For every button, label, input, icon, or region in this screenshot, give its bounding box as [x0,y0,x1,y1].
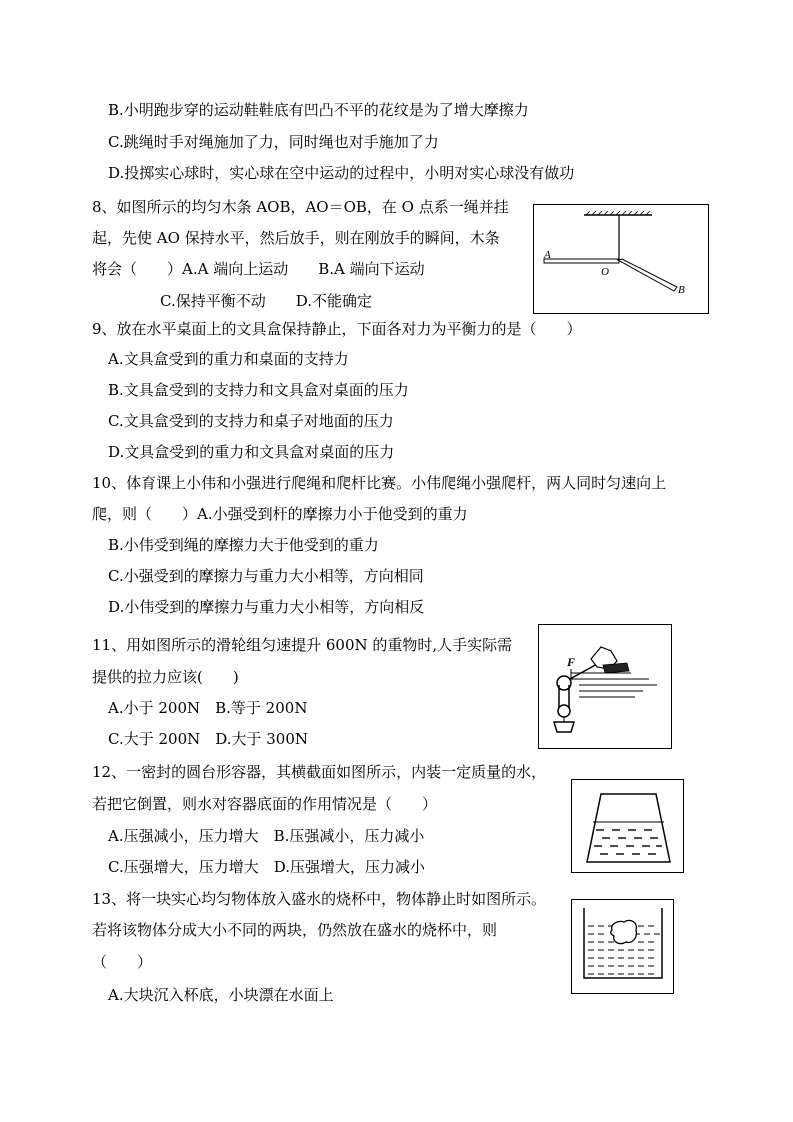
q7-option-c: C.跳绳时手对绳施加了力，同时绳也对手施加了力 [108,133,439,151]
support-stack [571,669,657,697]
stick-ao [544,259,619,263]
frustum-outline [587,794,670,862]
label-o: O [601,266,609,278]
q12-options-cd: C.压强增大，压力增大 D.压强增大，压力减小 [108,858,425,876]
q9-option-d: D.文具盒受到的重力和文具盒对桌面的压力 [108,443,395,461]
movable-pulley [558,705,570,717]
beaker-diagram [572,900,675,995]
lever-diagram [534,205,710,315]
q8-stem-line3: 将会（ ）A.A 端向上运动 B.A 端向下运动 [92,260,425,278]
q11-options-cd: C.大于 200N D.大于 300N [108,730,309,748]
q9-option-a: A.文具盒受到的重力和桌面的支持力 [108,350,349,368]
q8-figure-lever [533,204,709,314]
q12-stem-line2: 若把它倒置，则水对容器底面的作用情况是（ ） [92,795,438,813]
q9-option-b: B.文具盒受到的支持力和文具盒对桌面的压力 [108,381,409,399]
q13-stem-line2: 若将该物体分成大小不同的两块，仍然放在盛水的烧杯中，则 [92,921,498,939]
q12-stem-line1: 12、一密封的圆台形容器，其横截面如图所示，内装一定质量的水， [92,763,547,781]
q7-option-b: B.小明跑步穿的运动鞋鞋底有凹凸不平的花纹是为了增大摩擦力 [108,101,529,119]
stick-ob [618,259,677,291]
q10-stem-line2: 爬，则（ ）A.小强受到杆的摩擦力小于他受到的重力 [92,505,468,523]
q12-figure-container [571,779,684,873]
weight [554,722,574,732]
q13-stem-line1: 13、将一块实心均匀物体放入盛水的烧杯中，物体静止时如图所示。 [92,890,547,908]
frustum-diagram [572,780,685,874]
q10-option-b: B.小伟受到绳的摩擦力大于他受到的重力 [108,536,379,554]
q11-figure-pulley [538,624,672,749]
q13-option-a: A.大块沉入杯底，小块漂在水面上 [108,986,334,1004]
q12-options-ab: A.压强减小，压力增大 B.压强减小，压力减小 [108,827,425,845]
label-b: B [678,284,685,296]
sleeve [603,663,629,673]
q9-option-c: C.文具盒受到的支持力和桌子对地面的压力 [108,412,394,430]
q13-figure-beaker [571,899,674,994]
q11-stem-line1: 11、用如图所示的滑轮组匀速提升 600N 的重物时,人手实际需 [92,636,513,654]
q10-option-c: C.小强受到的摩擦力与重力大小相等，方向相同 [108,567,424,585]
q7-option-d: D.投掷实心球时，实心球在空中运动的过程中，小明对实心球没有做功 [108,164,575,182]
q11-stem-line2: 提供的拉力应该( ) [92,668,239,686]
label-a: A [544,249,551,261]
q10-option-d: D.小伟受到的摩擦力与重力大小相等，方向相反 [108,598,425,616]
q8-stem-line1: 8、如图所示的均匀木条 AOB，AO＝OB，在 O 点系一绳并挂 [92,198,509,216]
q13-stem-line3: （ ） [92,953,153,971]
pulley-diagram [539,625,673,750]
floating-object [611,920,637,943]
q8-options-cd: C.保持平衡不动 D.不能确定 [160,292,372,310]
q8-stem-line2: 起，先使 AO 保持水平，然后放手，则在刚放手的瞬间，木条 [92,229,500,247]
q10-stem-line1: 10、体育课上小伟和小强进行爬绳和爬杆比赛。小伟爬绳小强爬杆，两人同时匀速向上 [92,474,667,492]
q11-options-ab: A.小于 200N B.等于 200N [108,699,308,717]
label-f: F [567,655,576,669]
q9-stem: 9、放在水平桌面上的文具盒保持静止，下面各对力为平衡力的是（ ） [92,320,582,338]
